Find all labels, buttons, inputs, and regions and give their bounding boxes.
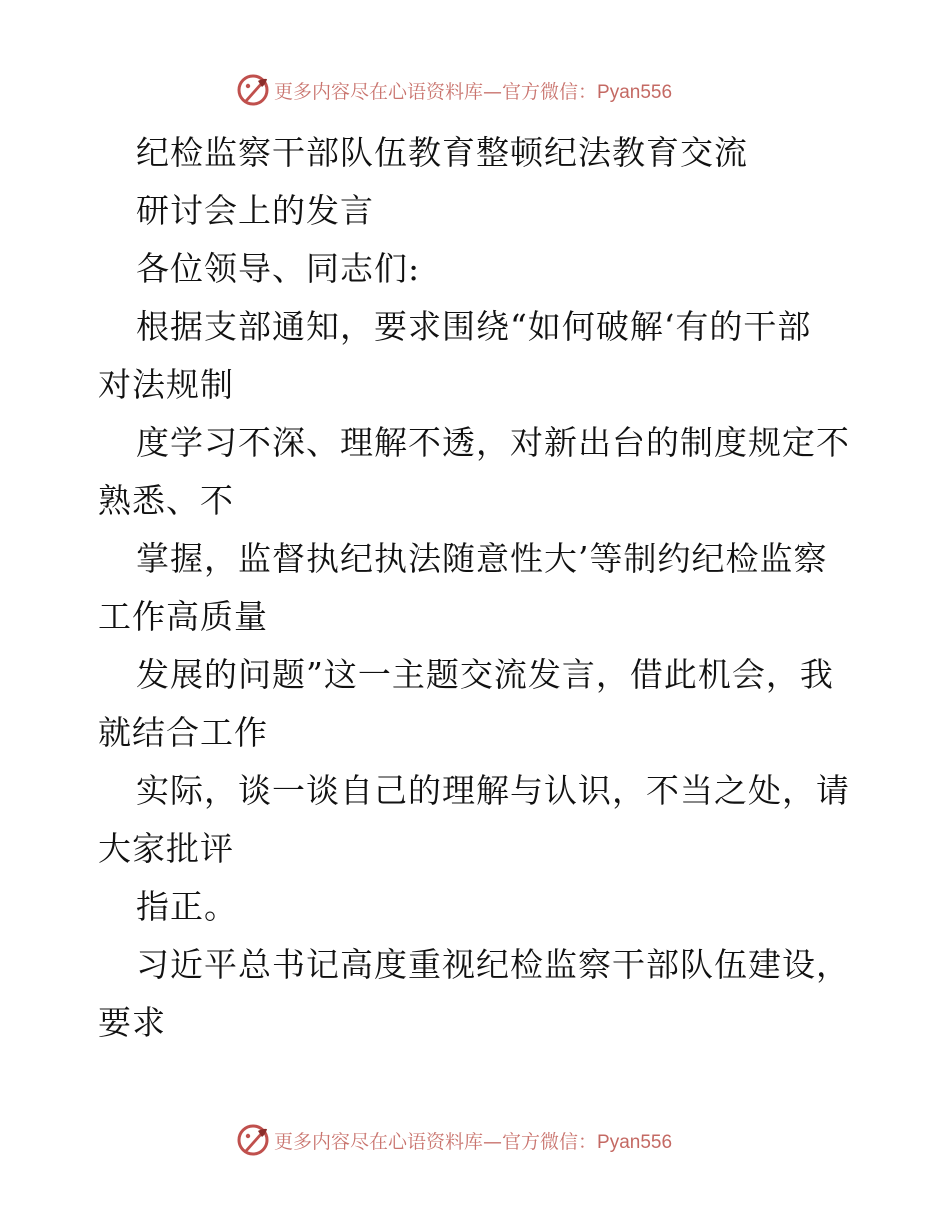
watermark-dash: — [483,80,503,103]
title-line-1: 纪检监察干部队伍教育整顿纪法教育交流 [136,133,748,172]
quill-logo-icon [236,73,270,107]
paragraph-line: 根据支部通知，要求围绕“如何破解‘有的干部 [136,307,812,346]
watermark-wechat-id: Pyan556 [597,81,673,103]
quill-logo-icon [236,1123,270,1157]
footer-watermark [236,1122,716,1158]
watermark-wechat-label: 官方微信： [502,80,598,103]
header-watermark [236,72,716,108]
paragraph-line: 度学习不深、理解不透，对新出台的制度规定不 [136,423,850,462]
paragraph-line: 实际，谈一谈自己的理解与认识，不当之处，请 [136,771,850,810]
paragraph-line: 熟悉、不 [98,481,234,520]
watermark-dash: — [483,1130,503,1153]
paragraph-line: 工作高质量 [98,597,268,636]
watermark-main-text: 更多内容尽在心语资料库 [274,1130,484,1153]
paragraph-line: 习近平总书记高度重视纪检监察干部队伍建设， [136,945,850,984]
paragraph-line: 对法规制 [98,365,234,404]
title-line-2: 研讨会上的发言 [136,191,374,230]
paragraph-line: 大家批评 [98,829,234,868]
salutation: 各位领导、同志们: [136,249,421,288]
paragraph-line: 发展的问题”这一主题交流发言，借此机会，我 [136,655,834,694]
paragraph-line: 掌握，监督执纪执法随意性大’等制约纪检监察 [136,539,828,578]
paragraph-line: 指正。 [136,887,238,926]
watermark-wechat-label: 官方微信： [502,1130,598,1153]
watermark-wechat-id: Pyan556 [597,1131,673,1153]
watermark-main-text: 更多内容尽在心语资料库 [274,80,484,103]
document-body [98,124,858,1052]
paragraph-line: 就结合工作 [98,713,268,752]
paragraph-line: 要求 [98,1003,166,1042]
